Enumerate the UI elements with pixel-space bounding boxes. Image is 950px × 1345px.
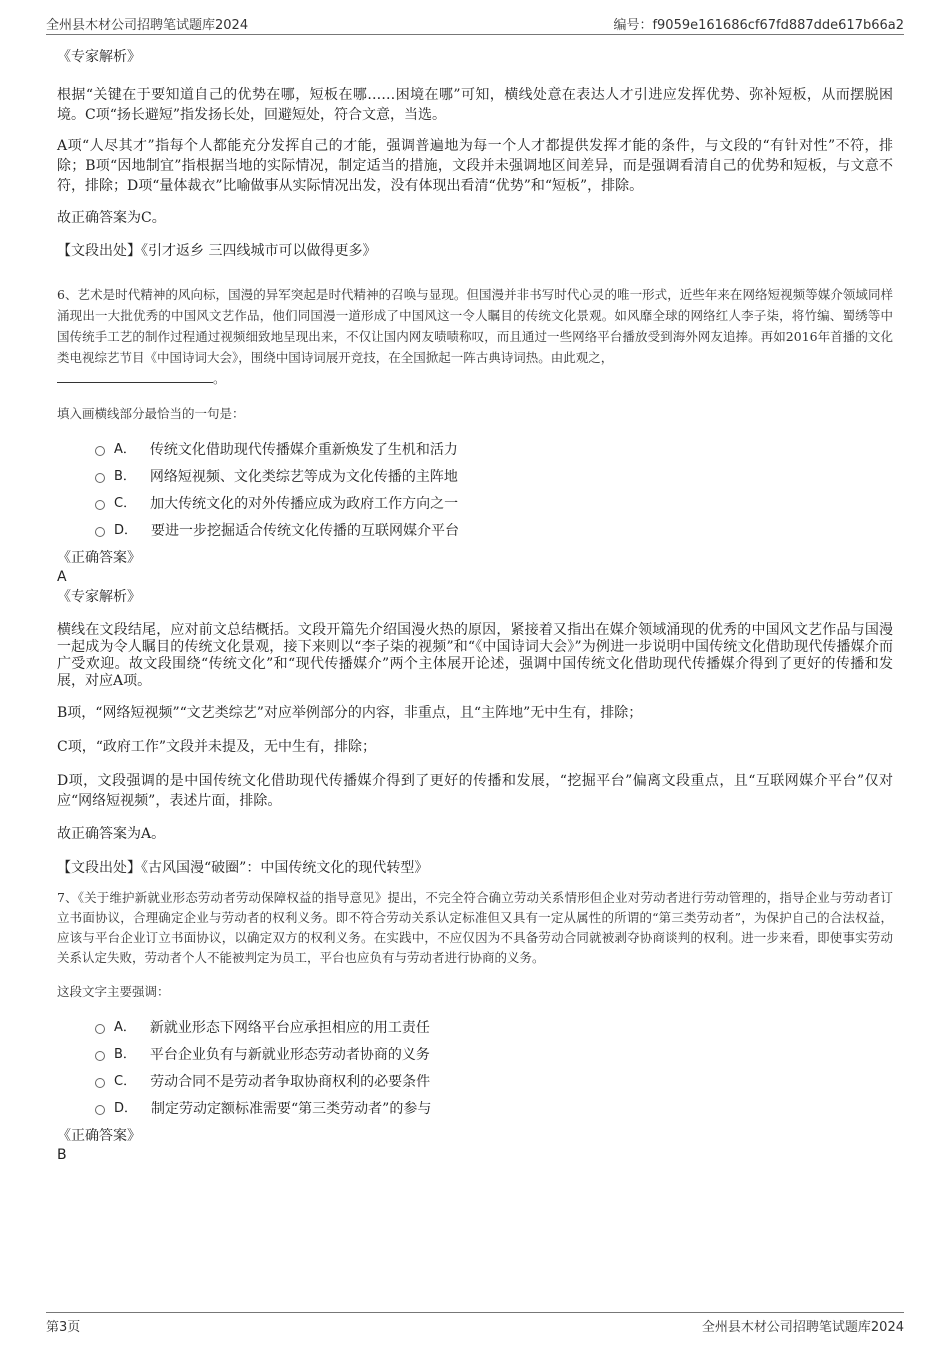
radio-icon[interactable]	[95, 500, 105, 510]
header-divider	[46, 34, 904, 35]
footer-divider	[46, 1312, 904, 1313]
header-title: 全州县木材公司招聘笔试题库2024	[46, 18, 249, 33]
q6-stem-end: 。	[213, 371, 226, 386]
q7-option-b[interactable]: B． 平台企业负有与新就业形态劳动者协商的义务	[95, 1041, 893, 1068]
q6-analysis-para-1: 横线在文段结尾，应对前文总结概括。文段开篇先介绍国漫火热的原因，紧接着又指出在媒介领域涌现的优秀的中国风文艺作品与国漫一起成为令人瞩目的传统文化景观，接下来则以“李子柒的视频”和“《中国诗词大会》”为例进一步说明中国传统文化借助现代传播媒介而广受欢迎。故文段围绕“传统文化”和“现代传播媒介”两个主体展开论述，强调中国传统文化借助现代传播媒介得到了更好的传播和发展，对应A项。	[57, 622, 893, 689]
page-content	[57, 47, 893, 1165]
q5-source: 【文段出处】《引才返乡 三四线城市可以做得更多》	[57, 243, 377, 259]
radio-icon[interactable]	[95, 1078, 105, 1088]
q7-stem: 7、《关于维护新就业形态劳动者劳动保障权益的指导意见》提出，不完全符合确立劳动关系情形但企业对劳动者进行劳动管理的，指导企业与劳动者订立书面协议，合理确定企业与劳动者的权利义务。即不符合劳动关系认定标准但又具有一定从属性的所谓的“第三类劳动者”，为保护自己的合法权益，应该与平台企业订立书面协议，以确定双方的权利义务。在实践中，不应仅因为不具备劳动合同就被剥夺协商谈判的权利。进一步来看，即使事实劳动关系认定失败，劳动者个人不能被判定为员工，平台也应负有与劳动者进行协商的义务。	[57, 890, 893, 965]
radio-icon[interactable]	[95, 1105, 105, 1115]
q6-analysis-label: 《专家解析》	[57, 589, 141, 605]
q6-prompt: 填入画横线部分最恰当的一句是：	[57, 406, 245, 421]
radio-icon[interactable]	[95, 1051, 105, 1061]
q6-analysis-para-2: B项，“网络短视频”“文艺类综艺”对应举例部分的内容，非重点，且“主阵地”无中生有，排除；	[57, 705, 643, 721]
radio-icon[interactable]	[95, 1024, 105, 1034]
q6-answer: A	[57, 569, 67, 585]
q5-analysis-label: 《专家解析》	[57, 49, 141, 65]
q6-source: 【文段出处】《古风国漫“破圈”：中国传统文化的现代转型》	[57, 860, 429, 876]
document-id: 编号：f9059e161686cf67fd887dde617b66a2	[613, 18, 904, 33]
q7-answer-label: 《正确答案》	[57, 1128, 141, 1144]
q6-analysis-para-3: C项，“政府工作”文段并未提及，无中生有，排除；	[57, 739, 377, 755]
radio-icon[interactable]	[95, 473, 105, 483]
q5-analysis-para-2: A项“人尽其才”指每个人都能充分发挥自己的才能，强调普遍地为每一个人才都提供发挥才能的条件，与文段的“有针对性”不符，排除；B项“因地制宜”指根据当地的实际情况，制定适当的措施，文段并未强调地区间差异，而是强调看清自己的优势和短板，与文意不符，排除；D项“量体裁衣”比喻做事从实际情况出发，没有体现出看清“优势”和“短板”，排除。	[57, 138, 893, 194]
radio-icon[interactable]	[95, 446, 105, 456]
q6-analysis-para-4: D项，文段强调的是中国传统文化借助现代传播媒介得到了更好的传播和发展，“挖掘平台”偏离文段重点，且“互联网媒介平台”仅对应“网络短视频”，表述片面，排除。	[57, 773, 893, 809]
q6-stem	[57, 284, 893, 389]
q7-answer: B	[57, 1147, 67, 1163]
q6-stem-text: 6、艺术是时代精神的风向标，国漫的异军突起是时代精神的召唤与显现。但国漫并非书写时代心灵的唯一形式，近些年来在网络短视频等媒介领域同样涌现出一大批优秀的中国风文艺作品，他们同国漫一道形成了中国风这一令人瞩目的传统文化景观。如风靡全球的网络红人李子柒，将竹编、蜀绣等中国传统手工艺的制作过程通过视频细致地呈现出来，不仅让国内网友啧啧称叹，而且通过一些网络平台播放受到海外网友追捧。再如2016年首播的文化类电视综艺节目《中国诗词大会》，围绕中国诗词展开竞技，在全国掀起一阵古典诗词热。由此观之，	[57, 287, 893, 365]
q6-blank	[57, 368, 213, 383]
q6-options	[95, 436, 893, 544]
q6-answer-label: 《正确答案》	[57, 550, 141, 566]
q6-option-b[interactable]: B． 网络短视频、文化类综艺等成为文化传播的主阵地	[95, 463, 893, 490]
q6-option-a[interactable]: A． 传统文化借助现代传播媒介重新焕发了生机和活力	[95, 436, 893, 463]
q6-option-c[interactable]: C． 加大传统文化的对外传播应成为政府工作方向之一	[95, 490, 893, 517]
page-number: 第3页	[46, 1320, 81, 1335]
q5-analysis-para-1: 根据“关键在于要知道自己的优势在哪，短板在哪……困境在哪”可知，横线处意在表达人才引进应发挥优势、弥补短板，从而摆脱困境。C项“扬长避短”指发扬长处，回避短处，符合文意，当选。	[57, 87, 893, 123]
q7-option-c[interactable]: C． 劳动合同不是劳动者争取协商权利的必要条件	[95, 1068, 893, 1095]
q7-options	[95, 1014, 893, 1122]
radio-icon[interactable]	[95, 527, 105, 537]
q7-option-d[interactable]: D． 制定劳动定额标准需要“第三类劳动者”的参与	[95, 1095, 893, 1122]
q5-conclusion: 故正确答案为C。	[57, 210, 166, 226]
q7-option-a[interactable]: A． 新就业形态下网络平台应承担相应的用工责任	[95, 1014, 893, 1041]
q6-conclusion: 故正确答案为A。	[57, 826, 166, 842]
q7-prompt: 这段文字主要强调：	[57, 984, 170, 999]
q6-option-d[interactable]: D． 要进一步挖掘适合传统文化传播的互联网媒介平台	[95, 517, 893, 544]
footer-title: 全州县木材公司招聘笔试题库2024	[701, 1320, 904, 1335]
